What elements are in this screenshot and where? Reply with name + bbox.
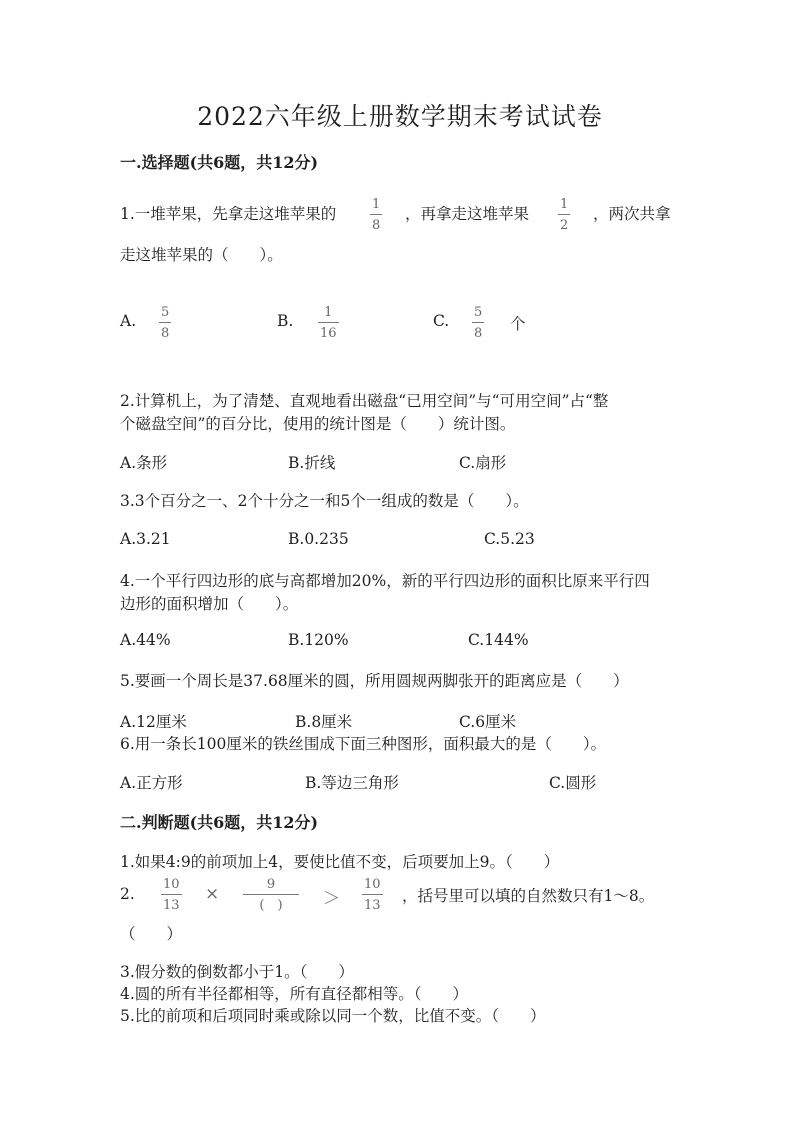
q5-option-a: A.12厘米 bbox=[120, 713, 187, 731]
fraction-numerator: 5 bbox=[474, 305, 483, 320]
q1-text-part3: ，两次共拿 bbox=[593, 205, 671, 223]
q1-option-b-fraction bbox=[318, 306, 339, 340]
judge-q2-fraction-2 bbox=[243, 878, 299, 912]
q1-option-c-label: C. bbox=[433, 312, 450, 330]
fraction-denominator: 13 bbox=[163, 898, 180, 913]
q2-option-b: B.折线 bbox=[288, 454, 336, 472]
q4-text-line2: 边形的面积增加（ ）。 bbox=[120, 595, 299, 613]
q4-option-a: A.44% bbox=[120, 631, 171, 649]
q4-text-line1: 4.一个平行四边形的底与高都增加20%，新的平行四边形的面积比原来平行四 bbox=[120, 572, 650, 590]
q4-option-b: B.120% bbox=[288, 631, 349, 649]
q3-option-c: C.5.23 bbox=[484, 530, 535, 548]
multiply-sign: × bbox=[205, 884, 220, 904]
q4-option-c: C.144% bbox=[468, 631, 529, 649]
q1-text-line2: 走这堆苹果的（ ）。 bbox=[120, 246, 283, 264]
greater-than-sign: ＞ bbox=[323, 889, 340, 909]
page-title: 2022六年级上册数学期末考试试卷 bbox=[197, 102, 603, 131]
section1-heading: 一.选择题(共6题，共12分) bbox=[120, 153, 319, 172]
q2-option-a: A.条形 bbox=[120, 454, 168, 472]
fraction-numerator: 10 bbox=[364, 877, 381, 892]
q5-option-b: B.8厘米 bbox=[295, 713, 353, 731]
judge-q5-text: 5.比的前项和后项同时乘或除以同一个数，比值不变。（ ） bbox=[120, 1007, 546, 1025]
q1-option-a-label: A. bbox=[120, 312, 137, 330]
q1-fraction-2 bbox=[558, 198, 570, 232]
fraction-denominator: 8 bbox=[372, 218, 381, 233]
judge-q2-fraction-1 bbox=[161, 878, 182, 912]
q1-option-c-fraction bbox=[472, 306, 484, 340]
q2-text-line2: 个磁盘空间”的百分比，使用的统计图是（ ）统计图。 bbox=[120, 415, 516, 433]
q6-text: 6.用一条长100厘米的铁丝围成下面三种图形，面积最大的是（ ）。 bbox=[120, 735, 607, 753]
q1-option-c-unit: 个 bbox=[510, 315, 526, 333]
fraction-numerator: 1 bbox=[324, 305, 333, 320]
judge-q2-text: ，括号里可以填的自然数只有1～8。 bbox=[402, 887, 655, 905]
fraction-numerator: 1 bbox=[372, 197, 381, 212]
judge-q2-answer-paren: （ ） bbox=[120, 925, 183, 943]
fraction-denominator: 2 bbox=[560, 218, 569, 233]
q6-option-c: C.圆形 bbox=[549, 774, 597, 792]
q6-option-a: A.正方形 bbox=[120, 774, 183, 792]
fraction-denominator: ( ) bbox=[259, 898, 283, 913]
fraction-numerator: 9 bbox=[266, 877, 276, 892]
q3-option-b: B.0.235 bbox=[288, 530, 349, 548]
fraction-denominator: 13 bbox=[364, 898, 381, 913]
fraction-numerator: 10 bbox=[163, 877, 180, 892]
fraction-numerator: 1 bbox=[560, 197, 569, 212]
fraction-denominator: 8 bbox=[474, 326, 483, 341]
fraction-denominator: 8 bbox=[161, 326, 170, 341]
judge-q3-text: 3.假分数的倒数都小于1。（ ） bbox=[120, 963, 354, 981]
q1-text-part1: 1.一堆苹果，先拿走这堆苹果的 bbox=[120, 205, 337, 223]
judge-q2-fraction-3 bbox=[362, 878, 383, 912]
judge-q1-text: 1.如果4:9的前项加上4，要使比值不变，后项要加上9。（ ） bbox=[120, 853, 560, 871]
section2-heading: 二.判断题(共6题，共12分) bbox=[120, 813, 319, 832]
judge-q2-number: 2. bbox=[120, 885, 135, 903]
q5-text: 5.要画一个周长是37.68厘米的圆，所用圆规两脚张开的距离应是（ ） bbox=[120, 672, 629, 690]
q2-text-line1: 2.计算机上，为了清楚、直观地看出磁盘“已用空间”与“可用空间”占“整 bbox=[120, 392, 609, 410]
judge-q4-text: 4.圆的所有半径都相等，所有直径都相等。（ ） bbox=[120, 985, 469, 1003]
q1-option-b-label: B. bbox=[277, 312, 294, 330]
fraction-denominator: 16 bbox=[320, 326, 337, 341]
q1-option-a-fraction bbox=[159, 306, 171, 340]
q3-option-a: A.3.21 bbox=[120, 530, 171, 548]
q5-option-c: C.6厘米 bbox=[459, 713, 517, 731]
q2-option-c: C.扇形 bbox=[459, 454, 507, 472]
fraction-numerator: 5 bbox=[161, 305, 170, 320]
q6-option-b: B.等边三角形 bbox=[305, 774, 399, 792]
q1-fraction-1 bbox=[370, 198, 382, 232]
q3-text: 3.3个百分之一、2个十分之一和5个一组成的数是（ ）。 bbox=[120, 492, 529, 510]
q1-text-part2: ，再拿走这堆苹果 bbox=[405, 205, 530, 223]
